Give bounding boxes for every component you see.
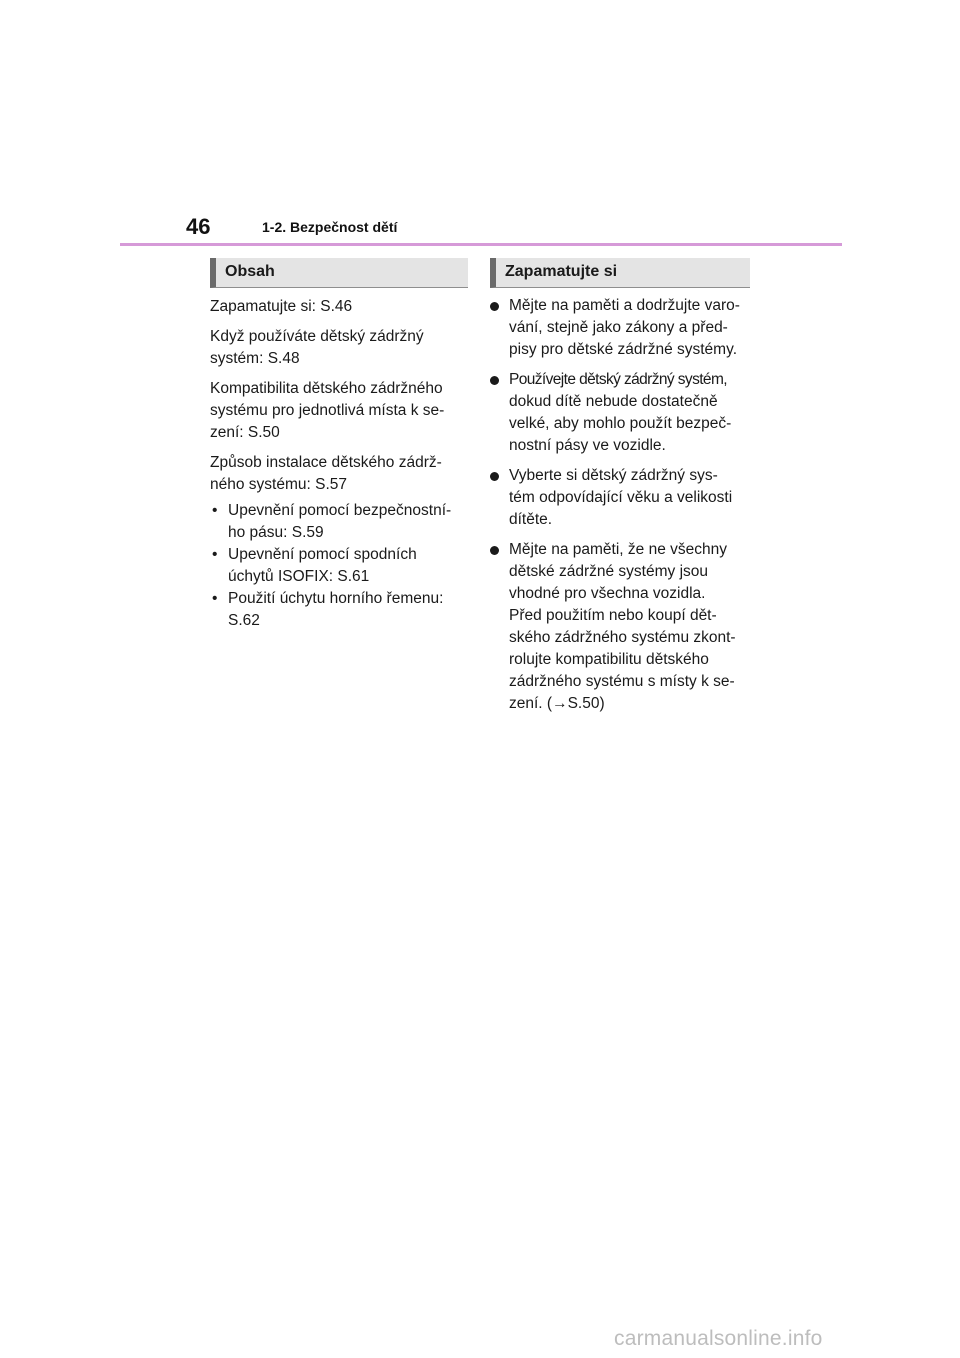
entry-line: Způsob instalace dětského zádrž- xyxy=(210,454,442,471)
round-bullet-icon xyxy=(490,472,499,481)
installation-sub-list xyxy=(210,500,468,632)
round-bullet-icon xyxy=(490,546,499,555)
sub-item-line: Upevnění pomocí bezpečnostní- xyxy=(228,502,452,519)
remember-bullet-warnings xyxy=(490,295,750,361)
sub-item-line: Použití úchytu horního řemenu: xyxy=(228,590,444,607)
bullet-dot-icon: • xyxy=(212,502,218,519)
contents-entry-compatibility[interactable] xyxy=(210,378,468,444)
page-reference-link[interactable]: zení. (→S.50) xyxy=(509,695,605,712)
contents-entry-using-restraint[interactable] xyxy=(210,326,468,370)
contents-entry-installation[interactable] xyxy=(210,452,468,496)
page-number: 46 xyxy=(186,214,211,239)
bullet-line: nostní pásy ve vozidle. xyxy=(509,437,666,454)
bullet-dot-icon: • xyxy=(212,590,218,607)
contents-box-title: Obsah xyxy=(210,258,468,288)
header-rule xyxy=(120,243,842,246)
bullet-line: vání, stejně jako zákony a před- xyxy=(509,319,728,336)
bullet-line: ského zádržného systému zkont- xyxy=(509,629,736,646)
bullet-line: rolujte kompatibilitu dětského xyxy=(509,651,709,668)
entry-line: ného systému: S.57 xyxy=(210,476,347,493)
remember-box-title: Zapamatujte si xyxy=(490,258,750,288)
contents-entry-remember[interactable]: Zapamatujte si: S.46 xyxy=(210,298,353,315)
bullet-line: pisy pro dětské zádržné systémy. xyxy=(509,341,737,358)
contents-box xyxy=(210,258,468,632)
sub-item-line: úchytů ISOFIX: S.61 xyxy=(228,568,370,585)
remember-box xyxy=(490,258,750,723)
sub-item-isofix[interactable] xyxy=(210,544,468,588)
sub-item-seat-belt[interactable] xyxy=(210,500,468,544)
remember-bullet-use-until xyxy=(490,369,750,457)
bullet-line: dokud dítě nebude dostatečně xyxy=(509,393,718,410)
sub-item-line: ho pásu: S.59 xyxy=(228,524,324,541)
bullet-line: dítěte. xyxy=(509,511,553,528)
section-title: 1-2. Bezpečnost dětí xyxy=(262,219,398,235)
bullet-line: Mějte na paměti, že ne všechny xyxy=(509,541,727,558)
bullet-dot-icon: • xyxy=(212,546,218,563)
bullet-line: zádržného systému s místy k se- xyxy=(509,673,735,690)
remember-bullet-compatibility xyxy=(490,539,750,715)
bullet-line: vhodné pro všechna vozidla. xyxy=(509,585,706,602)
sub-item-line: Upevnění pomocí spodních xyxy=(228,546,417,563)
bullet-line: Používejte dětský zádržný systém, xyxy=(509,371,727,388)
entry-line: Kompatibilita dětského zádržného xyxy=(210,380,443,397)
bullet-line: velké, aby mohlo použít bezpeč- xyxy=(509,415,732,432)
entry-line: systému pro jednotlivá místa k se- xyxy=(210,402,445,419)
bullet-line: Před použitím nebo koupí dět- xyxy=(509,607,717,624)
entry-line: Když používáte dětský zádržný xyxy=(210,328,424,345)
watermark: carmanualsonline.info xyxy=(614,1327,823,1350)
bullet-line: Vyberte si dětský zádržný sys- xyxy=(509,467,718,484)
bullet-line: Mějte na paměti a dodržujte varo- xyxy=(509,297,740,314)
round-bullet-icon xyxy=(490,302,499,311)
sub-item-top-tether[interactable] xyxy=(210,588,468,632)
entry-line: zení: S.50 xyxy=(210,424,280,441)
round-bullet-icon xyxy=(490,376,499,385)
remember-bullet-choose xyxy=(490,465,750,531)
bullet-line: dětské zádržné systémy jsou xyxy=(509,563,709,580)
sub-item-line: S.62 xyxy=(228,612,260,629)
bullet-line: tém odpovídající věku a velikosti xyxy=(509,489,733,506)
entry-line: systém: S.48 xyxy=(210,350,300,367)
